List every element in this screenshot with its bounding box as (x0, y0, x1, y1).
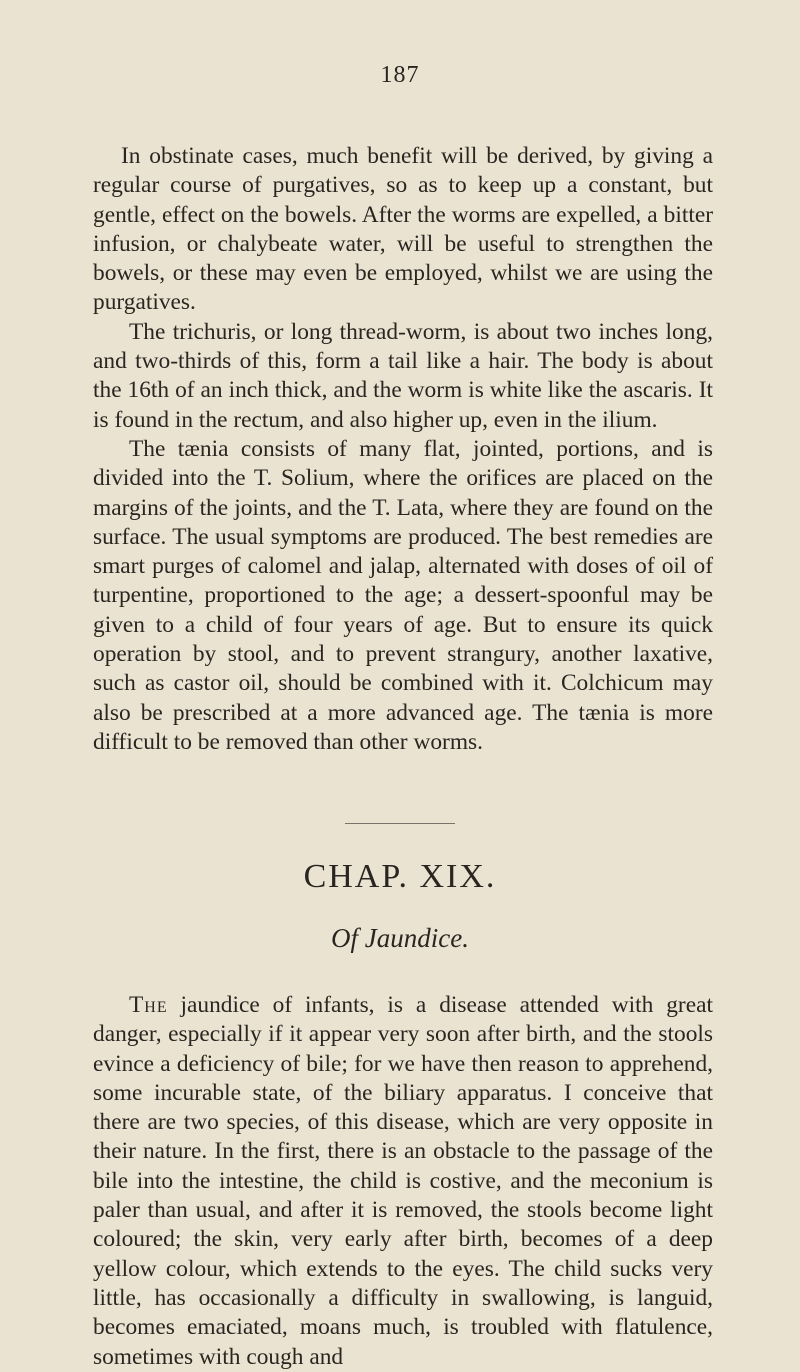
paragraph-jaundice (93, 991, 713, 1372)
paragraph-taenia: The tænia consists of many flat, jointed, portions, and is divided into the T. Solium, where the orifices are placed on the margins of the joints, and the T. Lata, where they are found on the surface. The usual symptoms are produced. The best remedies are smart purges of calomel and jalap, alternated with doses of oil of turpentine, proportioned to the age; a dessert-spoonful may be given to a child of four years of age. But to ensure its quick operation by stool, and to prevent strangury, another laxative, such as castor oil, should be combined with it. Colchicum may also be prescribed at a more advanced age. The tænia is more difficult to be removed than other worms. (93, 435, 713, 755)
paragraph-lead-word: The (129, 992, 168, 1018)
section-jaundice-text (93, 991, 713, 1372)
chapter-heading: CHAP. XIX. (303, 858, 497, 895)
chapter-subtitle: Of Jaundice. (331, 923, 469, 953)
section-worms-text (93, 142, 713, 757)
paragraph-jaundice-body: jaundice of infants, is a disease attended with great danger, especially if it appear very soon after birth, and the stools evince a deficiency of bile; for we have then reason to apprehend, some incurable state, of the biliary apparatus. I conceive that there are two species, of this disease, which are very opposite in their nature. In the first, there is an obstacle to the passage of the bile into the intestine, the child is costive, and the meconium is paler than usual, and after it is removed, the stools become light coloured; the skin, very early after birth, becomes of a deep yellow colour, which extends to the eyes. The child sucks very little, has occasionally a difficulty in swallowing, is languid, becomes emaciated, moans much, is troubled with flatulence, sometimes with cough and (93, 992, 713, 1370)
paragraph-purgatives: In obstinate cases, much benefit will be derived, by giving a regular course of purgatives, so as to keep up a constant, but gentle, effect on the bowels. After the worms are expelled, a bitter infusion, or chalybeate water, will be useful to strengthen the bowels, or these may even be employed, whilst we are using the purgatives. (93, 143, 713, 316)
section-divider (345, 823, 455, 824)
paragraph-trichuris: The trichuris, or long thread-worm, is about two inches long, and two-thirds of this, form a tail like a hair. The body is about the 16th of an inch thick, and the worm is white like the ascaris. It is found in the rectum, and also higher up, even in the ilium. (93, 318, 713, 433)
page-number: 187 (380, 62, 420, 88)
